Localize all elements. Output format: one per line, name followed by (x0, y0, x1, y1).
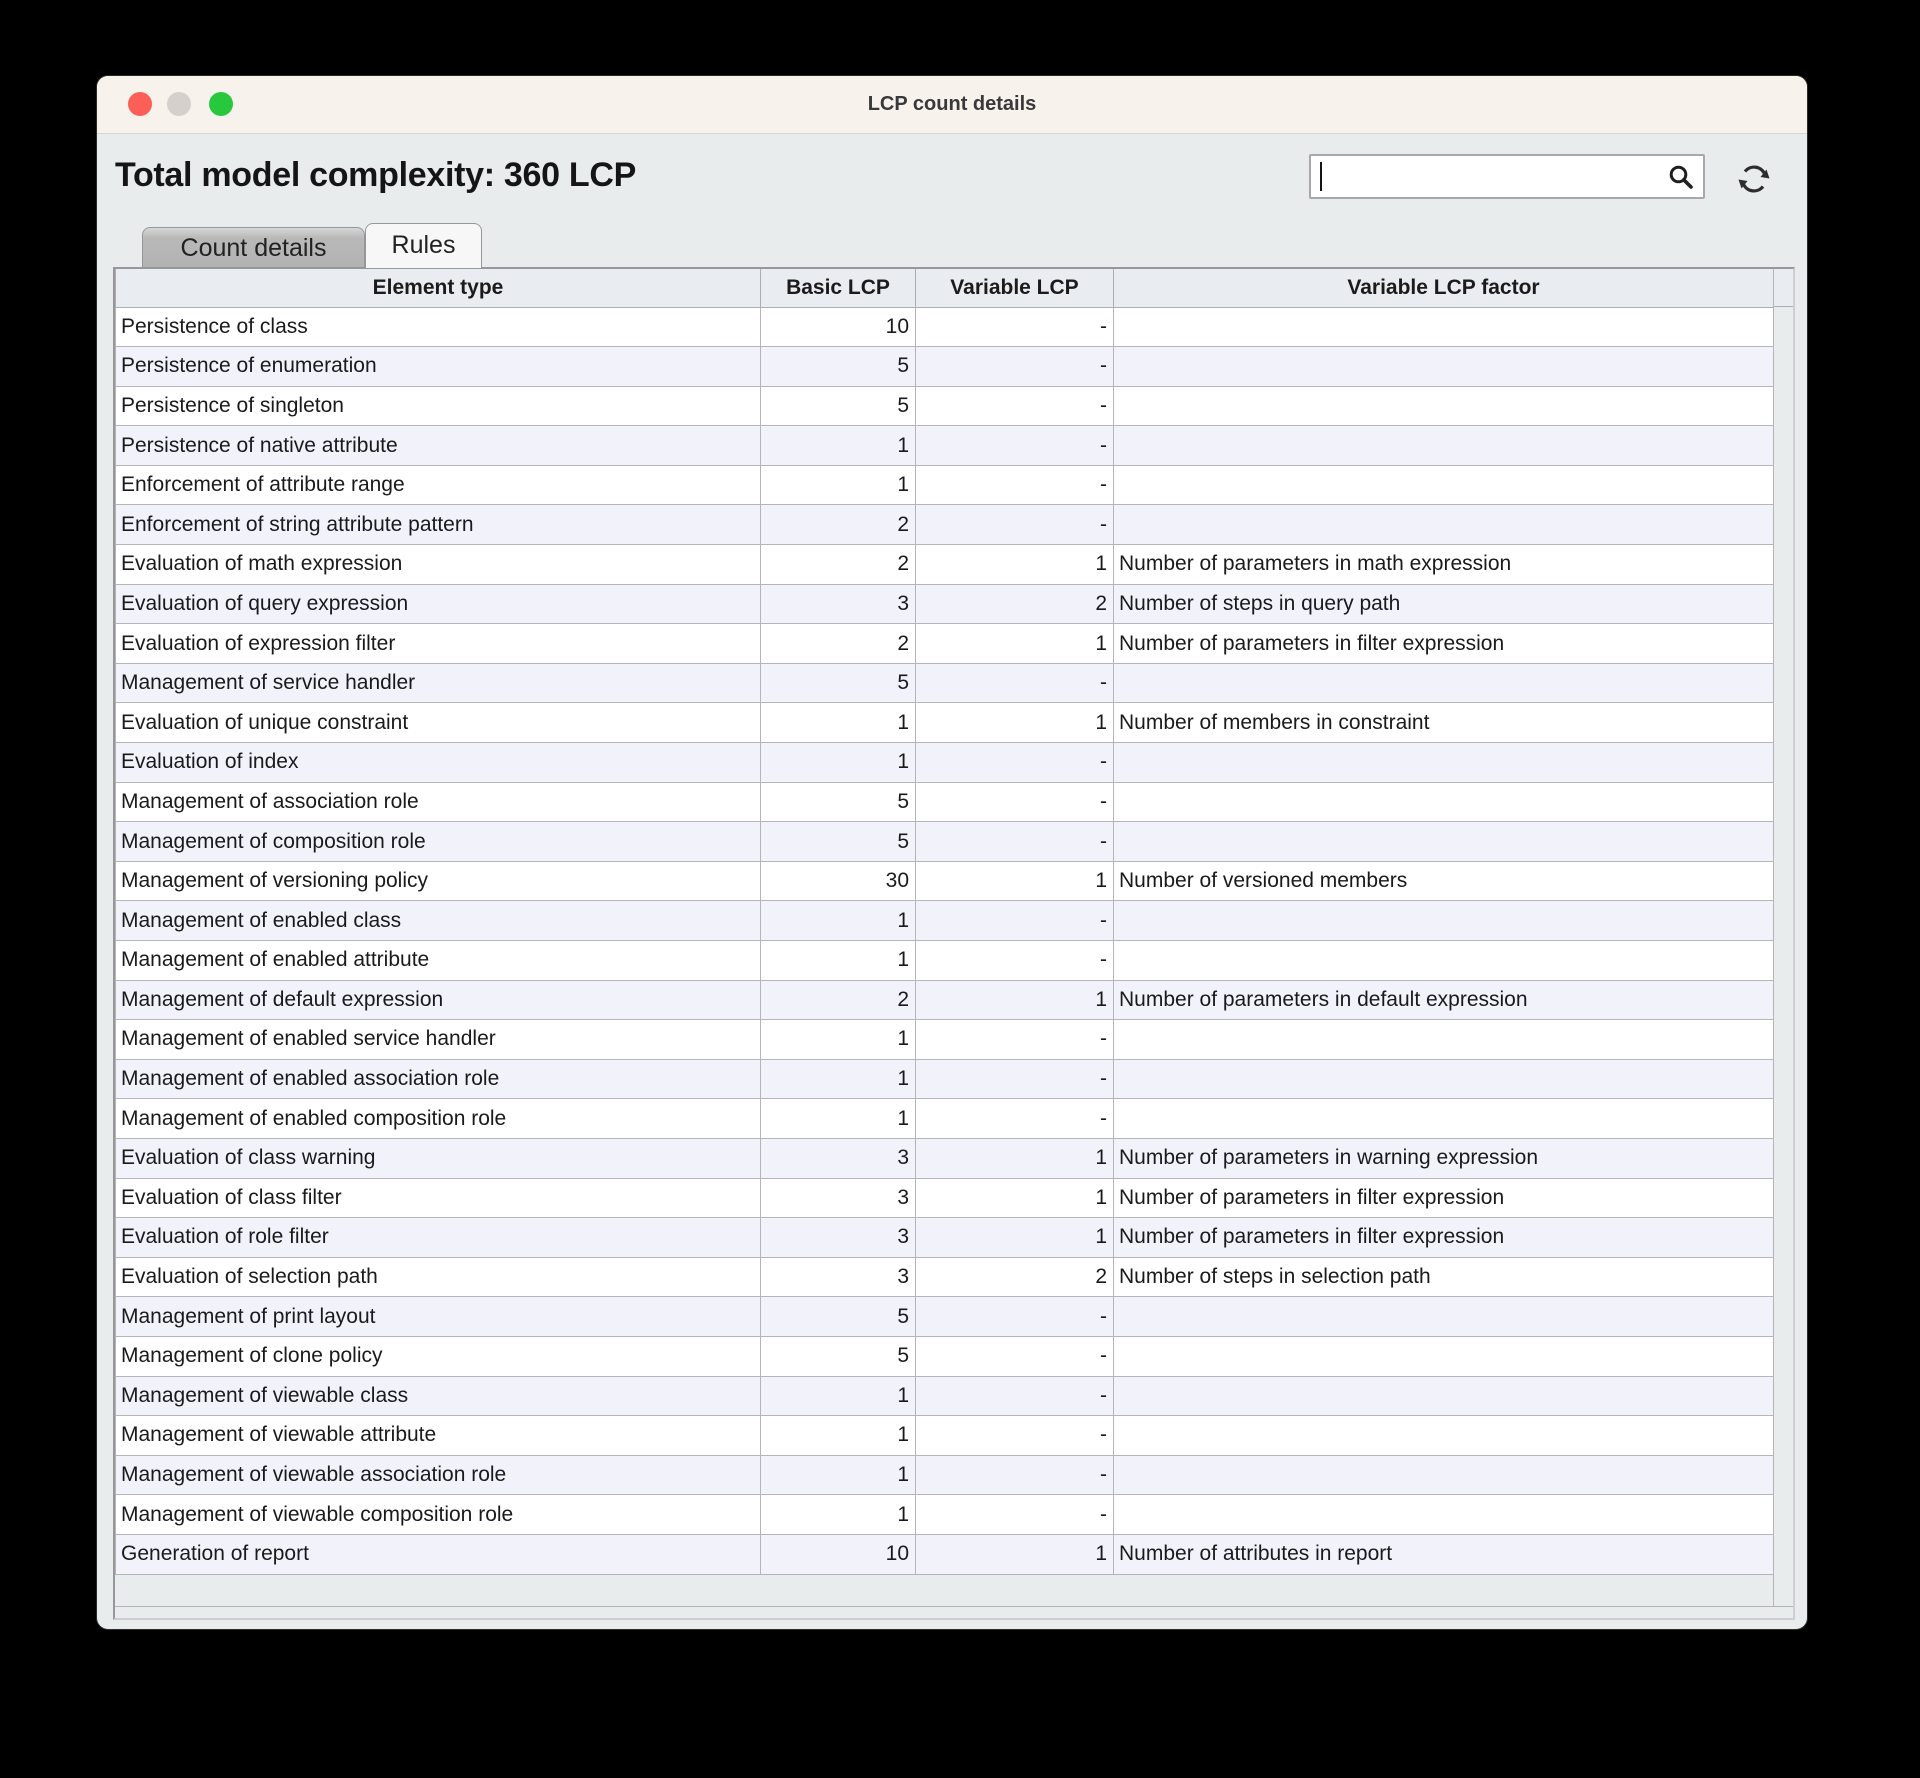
tab-count-details[interactable]: Count details (142, 227, 365, 267)
horizontal-scrollbar-track[interactable] (115, 1606, 1793, 1618)
refresh-icon[interactable] (1735, 160, 1773, 198)
cell-element: Enforcement of string attribute pattern (116, 505, 761, 545)
cell-element: Generation of report (116, 1534, 761, 1574)
cell-variable: - (916, 1099, 1114, 1139)
table-row[interactable] (116, 703, 1774, 743)
cell-factor: Number of parameters in default expression (1114, 980, 1774, 1020)
cell-variable: 1 (916, 980, 1114, 1020)
table-row[interactable] (116, 426, 1774, 466)
cell-variable: - (916, 1297, 1114, 1337)
cell-factor: Number of members in constraint (1114, 703, 1774, 743)
cell-factor: Number of steps in query path (1114, 584, 1774, 624)
cell-factor: Number of attributes in report (1114, 1534, 1774, 1574)
cell-variable: - (916, 663, 1114, 703)
cell-basic: 2 (761, 505, 916, 545)
cell-element: Management of service handler (116, 663, 761, 703)
column-header-basic-lcp[interactable]: Basic LCP (761, 269, 916, 307)
cell-variable: 1 (916, 545, 1114, 585)
cell-basic: 3 (761, 1257, 916, 1297)
cell-variable: - (916, 1416, 1114, 1456)
cell-basic: 1 (761, 465, 916, 505)
cell-basic: 1 (761, 703, 916, 743)
cell-basic: 1 (761, 743, 916, 783)
table-row[interactable] (116, 941, 1774, 981)
cell-element: Evaluation of query expression (116, 584, 761, 624)
table-row[interactable] (116, 1534, 1774, 1574)
cell-basic: 1 (761, 1376, 916, 1416)
cell-element: Persistence of enumeration (116, 347, 761, 387)
cell-variable: - (916, 1495, 1114, 1535)
table-row[interactable] (116, 307, 1774, 347)
tab-rules[interactable]: Rules (365, 223, 482, 268)
cell-basic: 5 (761, 822, 916, 862)
table-row[interactable] (116, 1218, 1774, 1258)
cell-basic: 30 (761, 861, 916, 901)
cell-factor: Number of parameters in filter expression (1114, 1218, 1774, 1258)
table-row[interactable] (116, 1376, 1774, 1416)
table-row[interactable] (116, 663, 1774, 703)
cell-factor (1114, 743, 1774, 783)
cell-element: Management of print layout (116, 1297, 761, 1337)
cell-basic: 2 (761, 980, 916, 1020)
rules-table-viewport (115, 269, 1773, 1606)
cell-factor (1114, 1495, 1774, 1535)
cell-basic: 10 (761, 1534, 916, 1574)
cell-element: Management of clone policy (116, 1336, 761, 1376)
table-row[interactable] (116, 545, 1774, 585)
cell-element: Persistence of native attribute (116, 426, 761, 466)
cell-element: Evaluation of class filter (116, 1178, 761, 1218)
column-header-variable-lcp[interactable]: Variable LCP (916, 269, 1114, 307)
cell-element: Management of enabled attribute (116, 941, 761, 981)
page-title: Total model complexity: 360 LCP (115, 156, 636, 194)
cell-variable: 1 (916, 861, 1114, 901)
text-caret (1320, 162, 1322, 191)
rules-table-container (113, 267, 1795, 1620)
cell-element: Evaluation of index (116, 743, 761, 783)
cell-element: Evaluation of selection path (116, 1257, 761, 1297)
search-input[interactable] (1317, 158, 1657, 195)
vertical-scrollbar-track[interactable] (1773, 269, 1793, 1606)
cell-element: Management of enabled association role (116, 1059, 761, 1099)
cell-factor (1114, 505, 1774, 545)
table-row[interactable] (116, 347, 1774, 387)
cell-variable: 2 (916, 584, 1114, 624)
cell-basic: 5 (761, 1297, 916, 1337)
cell-variable: - (916, 1020, 1114, 1060)
cell-factor (1114, 1455, 1774, 1495)
table-row[interactable] (116, 1336, 1774, 1376)
cell-variable: - (916, 822, 1114, 862)
cell-factor: Number of parameters in filter expression (1114, 1178, 1774, 1218)
cell-factor: Number of steps in selection path (1114, 1257, 1774, 1297)
cell-element: Management of enabled composition role (116, 1099, 761, 1139)
cell-variable: - (916, 307, 1114, 347)
table-header-row (116, 269, 1774, 307)
rules-table (115, 269, 1773, 1575)
table-row[interactable] (116, 1297, 1774, 1337)
table-row[interactable] (116, 1178, 1774, 1218)
search-field[interactable] (1309, 154, 1705, 199)
cell-variable: 1 (916, 1218, 1114, 1258)
table-row[interactable] (116, 1257, 1774, 1297)
cell-basic: 2 (761, 624, 916, 664)
table-row[interactable] (116, 1495, 1774, 1535)
column-header-variable-lcp-factor[interactable]: Variable LCP factor (1114, 269, 1774, 307)
cell-factor (1114, 1376, 1774, 1416)
cell-basic: 1 (761, 1099, 916, 1139)
cell-basic: 1 (761, 1495, 916, 1535)
cell-factor (1114, 1336, 1774, 1376)
cell-element: Management of versioning policy (116, 861, 761, 901)
cell-basic: 3 (761, 1218, 916, 1258)
cell-factor (1114, 307, 1774, 347)
cell-basic: 5 (761, 386, 916, 426)
cell-element: Evaluation of unique constraint (116, 703, 761, 743)
scrollbar-header-corner (1774, 269, 1793, 307)
cell-variable: - (916, 1336, 1114, 1376)
cell-element: Persistence of class (116, 307, 761, 347)
cell-factor (1114, 1059, 1774, 1099)
cell-variable: 1 (916, 624, 1114, 664)
cell-basic: 1 (761, 1416, 916, 1456)
window-title: LCP count details (867, 93, 1037, 115)
cell-basic: 10 (761, 307, 916, 347)
table-row[interactable] (116, 743, 1774, 783)
cell-variable: 1 (916, 1138, 1114, 1178)
cell-basic: 1 (761, 426, 916, 466)
cell-element: Evaluation of class warning (116, 1138, 761, 1178)
cell-element: Evaluation of role filter (116, 1218, 761, 1258)
cell-element: Management of association role (116, 782, 761, 822)
cell-variable: - (916, 426, 1114, 466)
cell-factor (1114, 386, 1774, 426)
cell-element: Management of default expression (116, 980, 761, 1020)
search-icon (1667, 163, 1695, 191)
cell-element: Evaluation of expression filter (116, 624, 761, 664)
cell-element: Management of enabled service handler (116, 1020, 761, 1060)
cell-basic: 5 (761, 782, 916, 822)
cell-factor (1114, 426, 1774, 466)
column-header-element-type[interactable]: Element type (116, 269, 761, 307)
table-row[interactable] (116, 1020, 1774, 1060)
cell-factor (1114, 663, 1774, 703)
table-row[interactable] (116, 861, 1774, 901)
cell-factor (1114, 347, 1774, 387)
table-row[interactable] (116, 901, 1774, 941)
cell-factor (1114, 782, 1774, 822)
table-row[interactable] (116, 1416, 1774, 1456)
table-row[interactable] (116, 505, 1774, 545)
cell-element: Management of viewable composition role (116, 1495, 761, 1535)
table-row[interactable] (116, 980, 1774, 1020)
cell-element: Evaluation of math expression (116, 545, 761, 585)
cell-variable: 1 (916, 1178, 1114, 1218)
table-row[interactable] (116, 1059, 1774, 1099)
table-row[interactable] (116, 1455, 1774, 1495)
table-row[interactable] (116, 1099, 1774, 1139)
cell-factor (1114, 901, 1774, 941)
cell-variable: - (916, 386, 1114, 426)
cell-factor (1114, 1297, 1774, 1337)
cell-factor (1114, 1416, 1774, 1456)
cell-factor: Number of versioned members (1114, 861, 1774, 901)
cell-basic: 2 (761, 545, 916, 585)
cell-element: Management of enabled class (116, 901, 761, 941)
table-row[interactable] (116, 822, 1774, 862)
cell-variable: - (916, 465, 1114, 505)
cell-variable: - (916, 1455, 1114, 1495)
cell-basic: 1 (761, 901, 916, 941)
cell-variable: - (916, 782, 1114, 822)
cell-basic: 5 (761, 347, 916, 387)
cell-variable: - (916, 941, 1114, 981)
table-row[interactable] (116, 584, 1774, 624)
cell-basic: 5 (761, 663, 916, 703)
cell-variable: - (916, 1059, 1114, 1099)
table-row[interactable] (116, 465, 1774, 505)
cell-basic: 5 (761, 1336, 916, 1376)
cell-factor: Number of parameters in filter expression (1114, 624, 1774, 664)
cell-element: Persistence of singleton (116, 386, 761, 426)
cell-factor (1114, 822, 1774, 862)
app-window (97, 76, 1807, 1629)
cell-factor: Number of parameters in warning expression (1114, 1138, 1774, 1178)
cell-variable: - (916, 743, 1114, 783)
cell-variable: - (916, 347, 1114, 387)
cell-element: Management of viewable attribute (116, 1416, 761, 1456)
cell-factor (1114, 941, 1774, 981)
titlebar (97, 76, 1807, 134)
cell-element: Management of viewable association role (116, 1455, 761, 1495)
cell-element: Management of viewable class (116, 1376, 761, 1416)
table-body (116, 307, 1774, 1574)
cell-basic: 1 (761, 1455, 916, 1495)
cell-variable: 1 (916, 703, 1114, 743)
cell-variable: 1 (916, 1534, 1114, 1574)
cell-variable: - (916, 901, 1114, 941)
cell-element: Management of composition role (116, 822, 761, 862)
table-row[interactable] (116, 624, 1774, 664)
cell-variable: - (916, 1376, 1114, 1416)
cell-basic: 3 (761, 584, 916, 624)
cell-factor (1114, 1099, 1774, 1139)
cell-basic: 1 (761, 1059, 916, 1099)
cell-basic: 3 (761, 1138, 916, 1178)
cell-basic: 1 (761, 1020, 916, 1060)
cell-element: Enforcement of attribute range (116, 465, 761, 505)
cell-variable: - (916, 505, 1114, 545)
cell-factor (1114, 465, 1774, 505)
cell-basic: 1 (761, 941, 916, 981)
cell-factor: Number of parameters in math expression (1114, 545, 1774, 585)
cell-factor (1114, 1020, 1774, 1060)
cell-basic: 3 (761, 1178, 916, 1218)
table-row[interactable] (116, 386, 1774, 426)
table-row[interactable] (116, 1138, 1774, 1178)
cell-variable: 2 (916, 1257, 1114, 1297)
table-row[interactable] (116, 782, 1774, 822)
